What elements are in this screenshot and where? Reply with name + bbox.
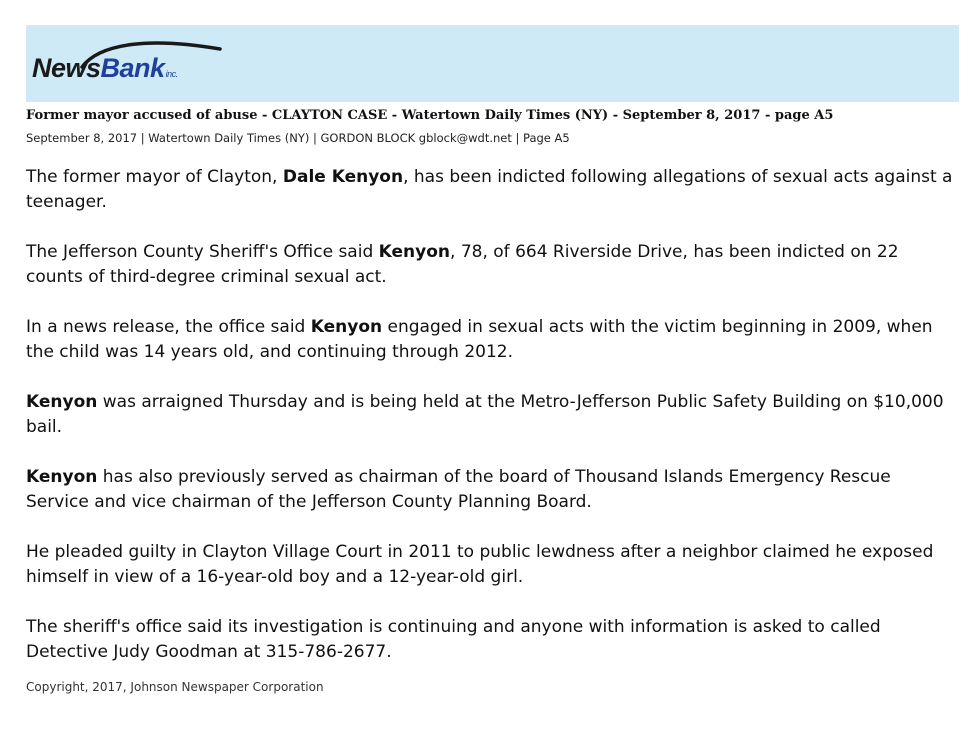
paragraph-4 bbox=[26, 390, 956, 440]
p1-text-a: The former mayor of Clayton, bbox=[26, 167, 283, 187]
paragraph-3 bbox=[26, 315, 956, 365]
logo-inc: inc. bbox=[165, 69, 178, 79]
paragraph-7: The sheriff's office said its investigation is continuing and anyone with information is asked to called Detective Judy Goodman at 315-786-2677. bbox=[26, 617, 881, 662]
copyright-notice: Copyright, 2017, Johnson Newspaper Corporation bbox=[26, 680, 324, 694]
p2-text-a: The Jefferson County Sheriff's Office said bbox=[26, 242, 379, 262]
newsbank-logo bbox=[32, 39, 252, 91]
article-body bbox=[26, 165, 956, 690]
header-banner bbox=[26, 25, 959, 102]
paragraph-5 bbox=[26, 465, 956, 515]
p1-highlight: Dale Kenyon bbox=[282, 167, 404, 187]
p4-text-c: was arraigned Thursday and is being held at the Metro-Jefferson Public Safety Building on $10,000 bail. bbox=[26, 392, 944, 437]
logo-bank: Bank bbox=[100, 53, 165, 83]
p3-text-c: engaged in sexual acts with the victim beginning in 2009, when the child was 14 years old, and continuing through 2012. bbox=[26, 317, 933, 362]
paragraph-1 bbox=[26, 165, 956, 215]
p3-text-a: In a news release, the office said bbox=[26, 317, 311, 337]
article-byline: September 8, 2017 | Watertown Daily Times (NY) | GORDON BLOCK gblock@wdt.net | Page A5 bbox=[26, 131, 570, 145]
p1-text-c: , has been indicted following allegations of sexual acts against a teenager. bbox=[26, 167, 953, 212]
p5-text-c: has also previously served as chairman of the board of Thousand Islands Emergency Rescue Service and vice chairman of the Jefferson County Planning Board. bbox=[26, 467, 891, 512]
p2-text-c: , 78, of 664 Riverside Drive, has been indicted on 22 counts of third-degree criminal sexual act. bbox=[26, 242, 899, 287]
paragraph-6: He pleaded guilty in Clayton Village Court in 2011 to public lewdness after a neighbor claimed he exposed himself in view of a 16-year-old boy and a 12-year-old girl. bbox=[26, 542, 934, 587]
paragraph-2 bbox=[26, 240, 956, 290]
logo-wordmark bbox=[32, 53, 178, 84]
p4-highlight: Kenyon bbox=[26, 392, 98, 412]
p5-highlight: Kenyon bbox=[26, 467, 98, 487]
logo-news: News bbox=[32, 53, 101, 83]
article-headline: Former mayor accused of abuse - CLAYTON CASE - Watertown Daily Times (NY) - September 8, 2017 - page A5 bbox=[26, 108, 834, 123]
p2-highlight: Kenyon bbox=[378, 242, 451, 262]
p3-highlight: Kenyon bbox=[310, 317, 383, 337]
